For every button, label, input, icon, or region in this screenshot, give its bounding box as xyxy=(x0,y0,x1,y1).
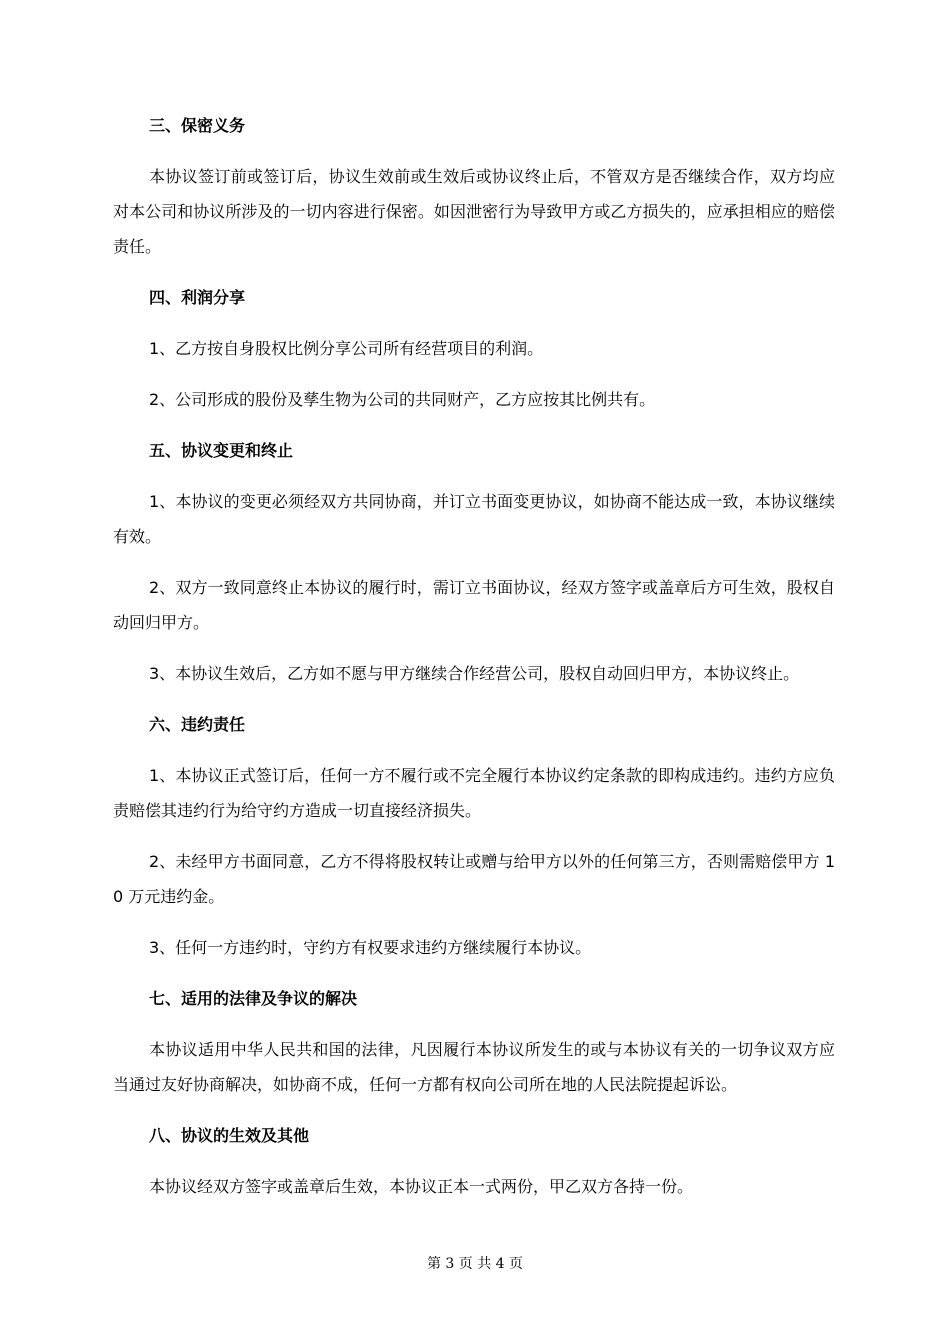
section-heading: 八、协议的生效及其他 xyxy=(149,1126,310,1145)
section-paragraph: 2、公司形成的股份及孳生物为公司的共同财产，乙方应按其比例共有。 xyxy=(149,390,656,409)
section-heading: 五、协议变更和终止 xyxy=(149,441,294,460)
section-governing-law xyxy=(113,981,835,1118)
section-paragraph: 2、双方一致同意终止本协议的履行时，需订立书面协议，经双方签字或盖章后方可生效，股权自动回归甲方。 xyxy=(113,578,835,632)
section-heading: 三、保密义务 xyxy=(149,116,246,135)
section-heading: 七、适用的法律及争议的解决 xyxy=(149,989,358,1008)
section-heading: 六、违约责任 xyxy=(149,715,246,734)
section-paragraph: 本协议经双方签字或盖章后生效，本协议正本一式两份，甲乙双方各持一份。 xyxy=(149,1177,694,1196)
section-paragraph: 3、任何一方违约时，守约方有权要求违约方继续履行本协议。 xyxy=(149,938,592,957)
section-confidentiality xyxy=(113,108,835,280)
section-paragraph: 2、未经甲方书面同意，乙方不得将股权转让或赠与给甲方以外的任何第三方，否则需赔偿甲方 10 万元违约金。 xyxy=(113,852,835,906)
section-profit-sharing xyxy=(113,280,835,433)
section-effectiveness xyxy=(113,1118,835,1204)
document-body xyxy=(113,108,835,1204)
section-paragraph: 本协议签订前或签订后，协议生效前或生效后或协议终止后，不管双方是否继续合作，双方均应对本公司和协议所涉及的一切内容进行保密。如因泄密行为导致甲方或乙方损失的，应承担相应的赔偿责任。 xyxy=(113,167,835,256)
section-change-termination xyxy=(113,433,835,707)
section-paragraph: 1、本协议的变更必须经双方共同协商，并订立书面变更协议，如协商不能达成一致，本协议继续有效。 xyxy=(113,492,835,546)
section-paragraph: 1、乙方按自身股权比例分享公司所有经营项目的利润。 xyxy=(149,339,544,358)
section-paragraph: 本协议适用中华人民共和国的法律，凡因履行本协议所发生的或与本协议有关的一切争议双方应当通过友好协商解决，如协商不成，任何一方都有权向公司所在地的人民法院提起诉讼。 xyxy=(113,1040,835,1094)
page-number-footer: 第 3 页 共 4 页 xyxy=(426,1256,524,1272)
section-breach-liability xyxy=(113,707,835,981)
section-paragraph: 3、本协议生效后，乙方如不愿与甲方继续合作经营公司，股权自动回归甲方，本协议终止。 xyxy=(149,664,800,683)
section-paragraph: 1、本协议正式签订后，任何一方不履行或不完全履行本协议约定条款的即构成违约。违约方应负责赔偿其违约行为给守约方造成一切直接经济损失。 xyxy=(113,766,835,820)
section-heading: 四、利润分享 xyxy=(149,288,246,307)
